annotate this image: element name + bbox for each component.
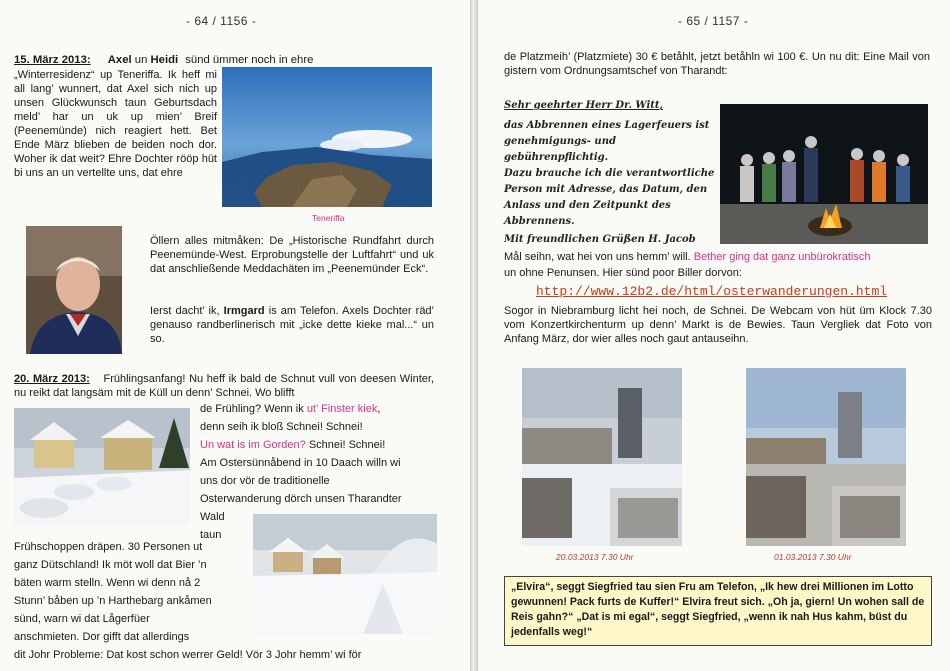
snowy-street-photo (14, 408, 190, 526)
text-span: , (377, 403, 381, 415)
letter-line: Sehr geehrter Herr Dr. Witt, (504, 100, 663, 111)
paragraph (150, 304, 434, 346)
text-span: de Frühling? Wenn ik (200, 403, 304, 415)
letter-line: Mit freundlichen Grüßen H. Jacob (504, 234, 696, 245)
text-span: Frühlingsanfang! Nu heff ik bald de Schnut vull von deesen Winter, nu reikt dat langsäm mit de Küll un denn’ Schnei. Wo blifft (14, 373, 435, 399)
paragraph: Sogor in Niebramburg licht hei noch, de Schnei. De Webcam von hüt üm Klock 7.30 vom Konzertkirchenturm up denn’ Markt is de Bewies. Taun Vergliek dat Foto von Anfang März, dor wier alles noch gaut antauseihn. (504, 305, 932, 345)
line (200, 402, 440, 416)
name-irmgard: Irmgard (223, 305, 265, 317)
line (504, 250, 934, 264)
word-un: un (134, 54, 148, 66)
entry-heading-line (14, 53, 414, 67)
paragraph (14, 372, 434, 400)
snowy-village-photo (253, 514, 437, 634)
line: sünd, warn wi dat Lågerfüer (14, 613, 150, 625)
letter-line: das Abbrennen eines Lagerfeuers ist (504, 120, 710, 131)
letter-line: genehmigungs- und gebührenpflichtig. (504, 136, 616, 163)
line: bäten warm stelln. Wenn wi denn nå 2 (14, 577, 201, 589)
highlighted-text: ut’ Finster kiek (306, 403, 378, 415)
entry-date: 15. März 2013: (14, 54, 91, 66)
paragraph: de Platzmeih’ (Platzmiete) 30 € betåhlt, jetzt betåhln wi 100 €. Un nu dit: Eine Mail von gistern vom Ordnungsamtschef von Tharandt: (504, 51, 930, 77)
name-axel: Axel (107, 54, 132, 66)
line: un ohne Penunsen. Hier sünd poor Biller dorvon: (504, 267, 742, 279)
line: taun (200, 529, 222, 541)
text-span: Ierst dacht’ ik, (150, 305, 220, 317)
photo-caption: 01.03.2013 7.30 Uhr (774, 552, 852, 562)
line: Stunn’ båben up ’n Harthebarg ankåmen (14, 595, 212, 607)
paragraph: Öllern alles mitmåken: De „Historische Rundfahrt durch Peenemünde-West. Erprobungstelle der Luftfahrt“ und uk dat anschließende Meddachäten im „Peenemünder Eck“. (150, 235, 434, 275)
page-number: - 64 / 1156 - (186, 14, 257, 28)
line: Osterwanderung dörch unsen Tharandter (200, 493, 402, 505)
portrait-photo (26, 226, 122, 354)
heading-rest: sünd ümmer noch in ehre (185, 54, 314, 66)
highlighted-text: Un wat is im Gorden? (200, 439, 306, 451)
campfire-group-photo (720, 104, 928, 244)
name-heidi: Heidi (150, 54, 179, 66)
text-span: Mål seihn, wat hei von uns hemm’ will. (504, 251, 691, 263)
osterwanderungen-link[interactable]: http://www.12b2.de/html/osterwanderungen.html (536, 284, 888, 299)
webcam-snow-photo (522, 368, 682, 546)
line: anschmieten. Dor gifft dat allerdings (14, 631, 190, 643)
left-page (0, 0, 470, 671)
letter-line: Dazu brauche ich die verantwortliche (504, 168, 715, 179)
line: Frühschoppen dräpen. 30 Personen ut (14, 541, 203, 553)
joke-box: „Elvira“, seggt Siegfried tau sien Fru am Telefon, „Ik hew drei Millionen im Lotto gewunnen! Pack furts de Kuffer!“ Elvira freut sich. „Oh ja, giern! Un wohen sall de Reis gahn?“ „Dat is mi egal“, seggt Siegfried, „wenn ik nah Hus kahm, büst du jedenfalls weg!“ (504, 576, 932, 646)
letter-line: Person mit Adresse, das Datum, den (504, 184, 708, 195)
teneriffa-aerial-photo (222, 67, 432, 207)
photo-caption: 20.03.2013 7.30 Uhr (556, 552, 634, 562)
line: Wald (200, 511, 225, 523)
line: denn seih ik bloß Schnei! Schnei! (200, 421, 363, 433)
line: ganz Dütschland! Ik möt woll dat Bier ’n (14, 559, 207, 571)
text-span: is am Telefon. Axels Dochter räd’ genauso randberlinerisch mit „icke dette kieke mal...“ un so. (150, 305, 434, 345)
right-page (478, 0, 950, 671)
photo-caption: Teneriffa (312, 213, 345, 223)
line: Am Ostersünnåbend in 10 Daach willn wi (200, 457, 401, 469)
page-number: - 65 / 1157 - (678, 14, 749, 28)
entry-date: 20. März 2013: (14, 373, 90, 385)
official-letter (504, 98, 716, 248)
paragraph: „Winterresidenz“ up Teneriffa. Ik heff mi all lang’ wunnert, dat Axel sich nich up unsen Glückwunsch taun Geburtsdach meld’ har un uk up mien’ Breif (Peenemünde) nich reagiert hett. Bet Ende März blieben de beiden noch dor. Woher ik dat weit? Ehre Dochter rööp hüt bi uns an un vertellte uns, dat ehre (14, 69, 217, 179)
letter-line: Abbrennens. (504, 216, 575, 227)
highlighted-text: Bether ging dat ganz unbürokratisch (693, 251, 871, 263)
line: uns dor vör de traditionelle (200, 475, 330, 487)
text-span: Schnei! Schnei! (308, 439, 386, 451)
book-gutter (470, 0, 478, 671)
line: dit Johr Probleme: Dat kost schon werrer Geld! Vör 3 Johr hemm’ wi för (14, 649, 362, 661)
letter-line: Anlass und den Zeitpunkt des (504, 200, 671, 211)
webcam-comparison-photo (746, 368, 906, 546)
line (200, 438, 440, 452)
